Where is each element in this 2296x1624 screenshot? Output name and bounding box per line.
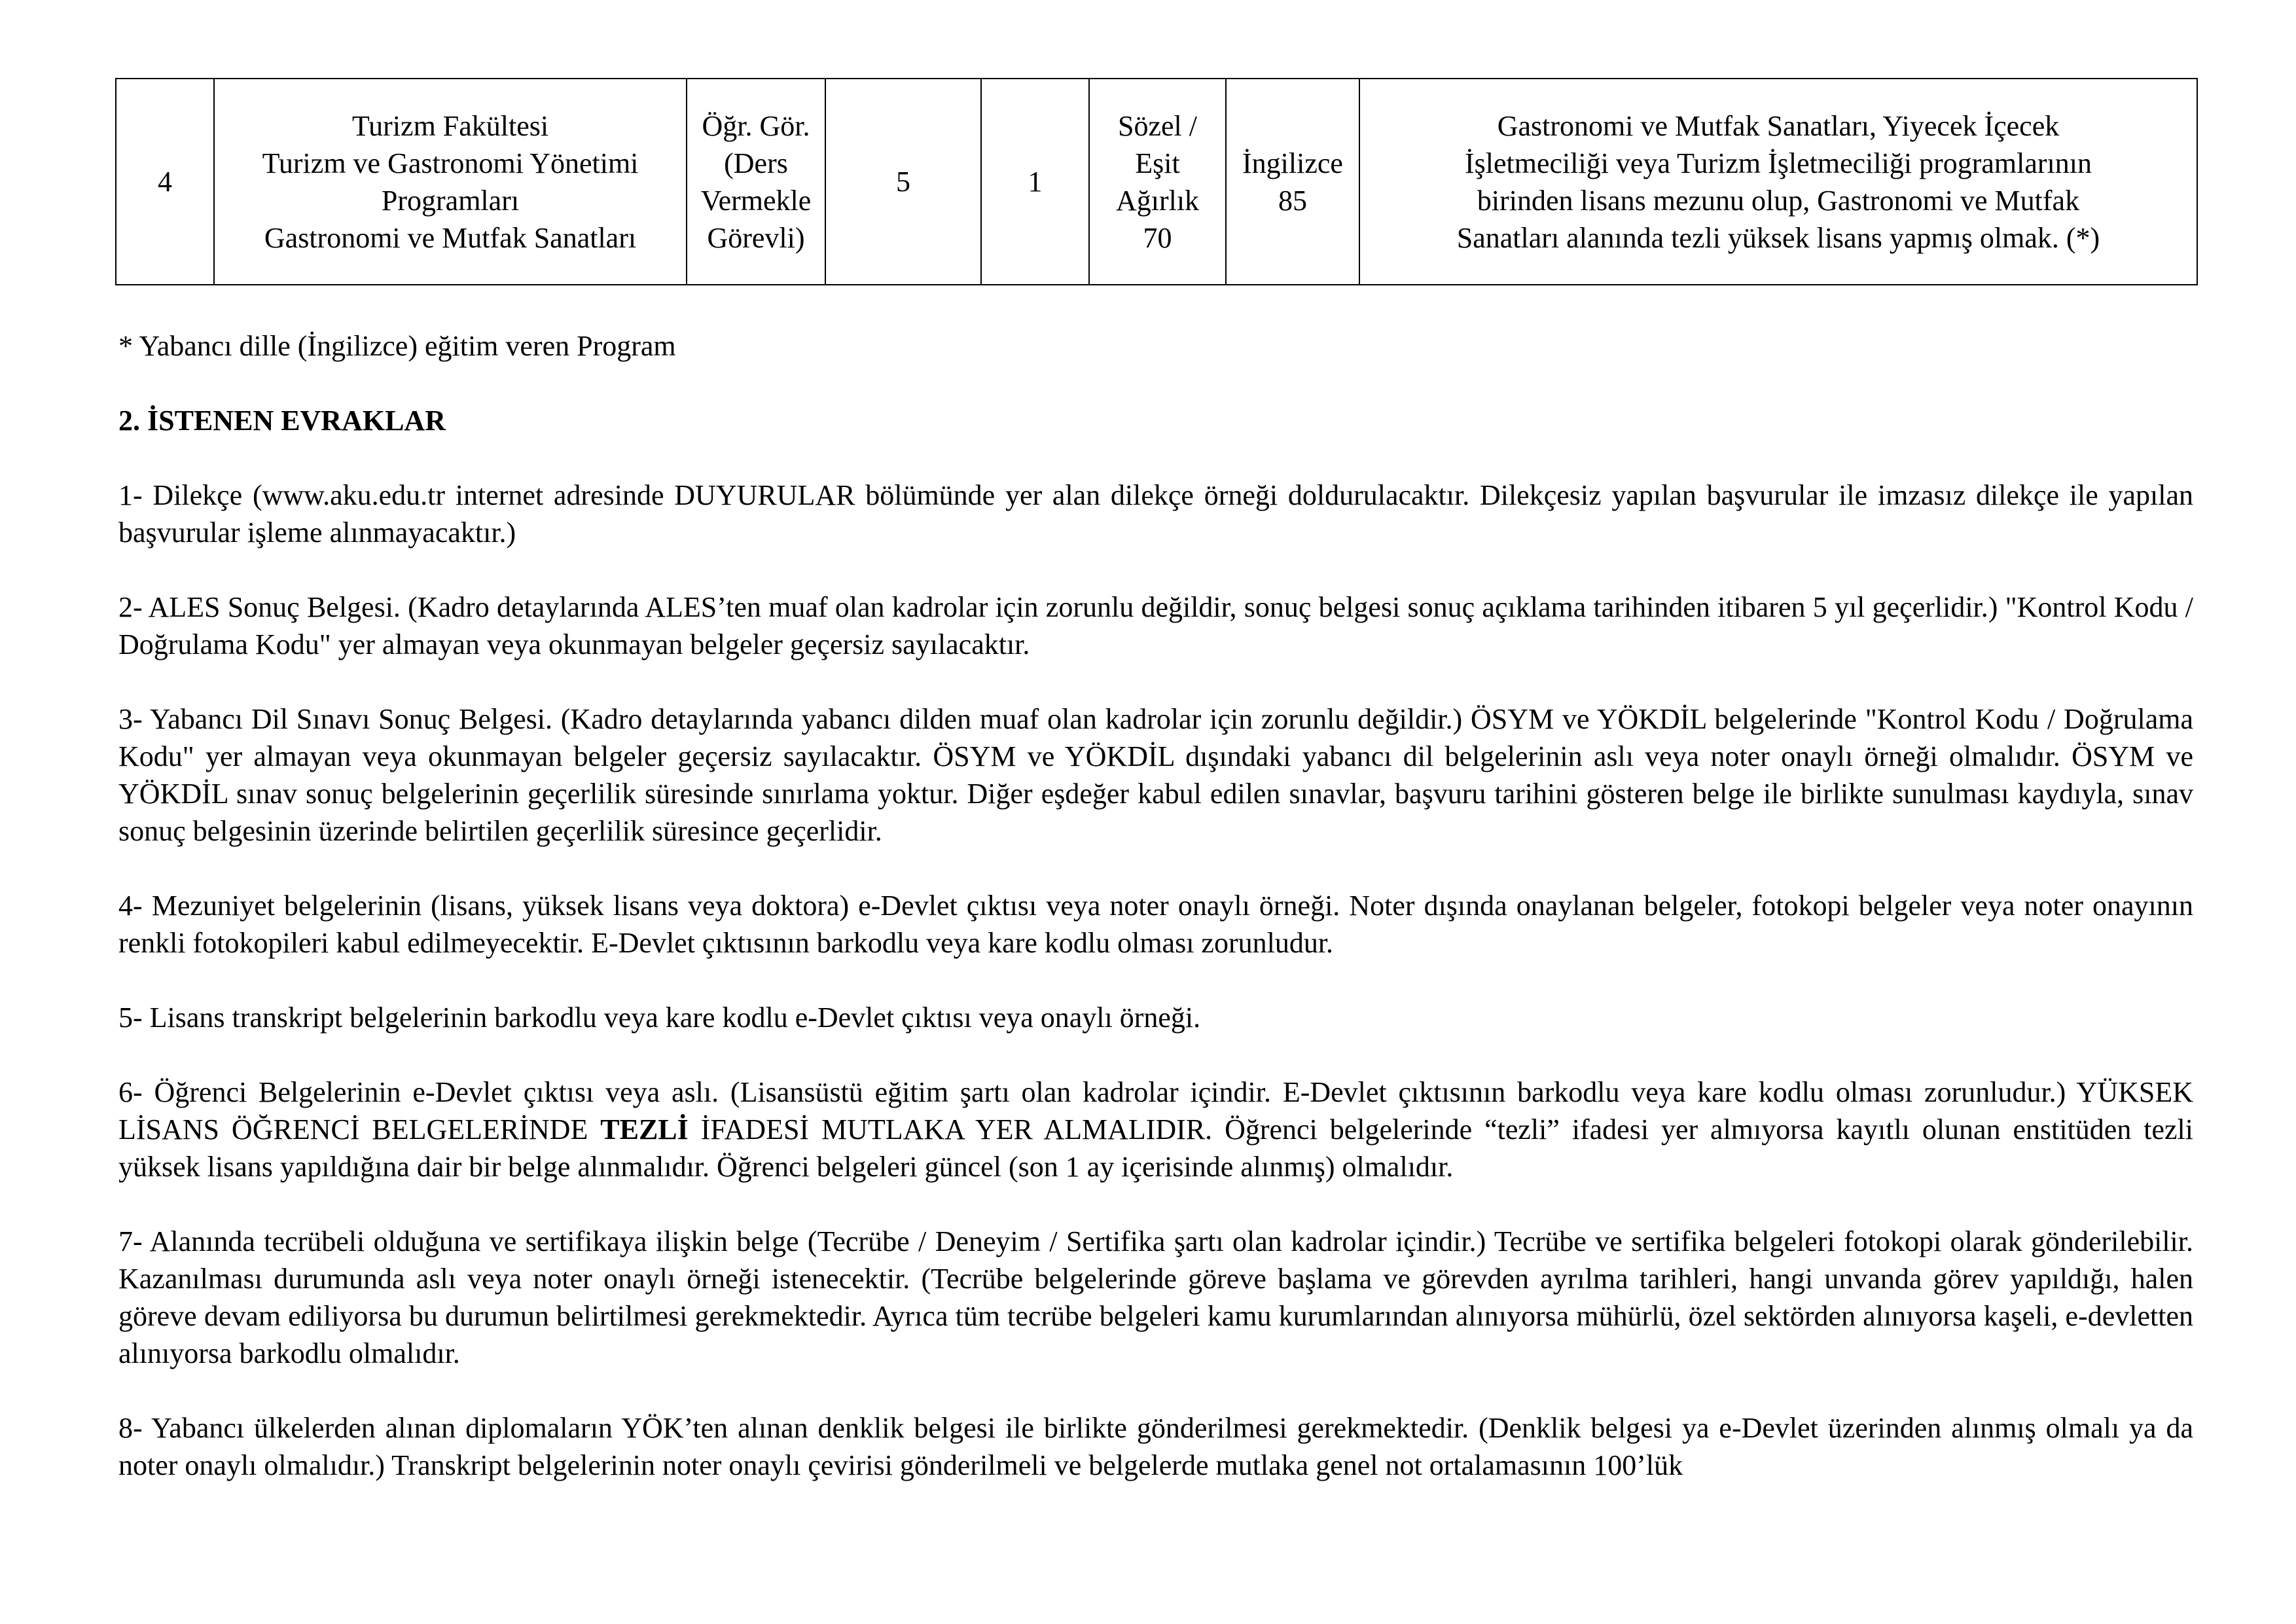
list-item: 3- Yabancı Dil Sınavı Sonuç Belgesi. (Kadro detaylarında yabancı dilden muaf olan kadrolar için zorunlu değildir.) ÖSYM ve YÖKDİL belgelerinde "Kontrol Kodu / Doğrulama Kodu" yer almayan veya okunmayan belgeler geçersiz sayılacaktır. ÖSYM ve YÖKDİL dışındaki yabancı dil belgelerinin aslı veya noter onaylı örneği olmalıdır. ÖSYM ve YÖKDİL sınav sonuç belgelerinin geçerlilik süresinde sınırlama yoktur. Diğer eşdeğer kabul edilen sınavlar, başvuru tarihini gösteren belge ile birlikte sunulması kaydıyla, sınav sonuç belgesinin üzerinde belirtilen geçerlilik süresince geçerlidir. bbox=[118, 703, 2193, 847]
cell-ales: Sözel / Eşit Ağırlık 70 bbox=[1089, 79, 1226, 285]
cell-title: Öğr. Gör. (Ders Vermekle Görevli) bbox=[687, 79, 825, 285]
cell-unit: Turizm Fakültesi Turizm ve Gastronomi Yönetimi Programları Gastronomi ve Mutfak Sanatları bbox=[214, 79, 687, 285]
list-item: 1- Dilekçe (www.aku.edu.tr internet adresinde DUYURULAR bölümünde yer alan dilekçe örneği doldurulacaktır. Dilekçesiz yapılan başvurular ile imzasız dilekçe ile yapılan başvurular işleme alınmayacaktır.) bbox=[118, 479, 2193, 549]
list-item bbox=[118, 1074, 2193, 1185]
cell-requirements: Gastronomi ve Mutfak Sanatları, Yiyecek İçecek İşletmeciliği veya Turizm İşletmeciliği programlarının birinden lisans mezunu olup, Gastronomi ve Mutfak Sanatları alanında tezli yüksek lisans yapmış olmak. (*) bbox=[1359, 79, 2197, 285]
list-item: 4- Mezuniyet belgelerinin (lisans, yüksek lisans veya doktora) e-Devlet çıktısı veya noter onaylı örneği. Noter dışında onaylanan belgeler, fotokopi belgeler veya noter onayının renkli fotokopileri kabul edilmeyecektir. E-Devlet çıktısının barkodlu veya kare kodlu olması zorunludur. bbox=[118, 890, 2193, 959]
cell-no: 4 bbox=[116, 79, 214, 285]
list-item: 5- Lisans transkript belgelerinin barkodlu veya kare kodlu e-Devlet çıktısı veya onaylı örneği. bbox=[118, 1001, 1201, 1034]
list-item: 7- Alanında tecrübeli olduğuna ve sertifikaya ilişkin belge (Tecrübe / Deneyim / Sertifika şartı olan kadrolar içindir.) Tecrübe ve sertifika belgeleri fotokopi olarak gönderilebilir. Kazanılması durumunda aslı veya noter onaylı örneği istenecektir. (Tecrübe belgelerinde göreve başlama ve görevden ayrılma tarihleri, hangi unvanda görev yapıldığı, halen göreve devam ediliyorsa bu durumun belirtilmesi gerekmektedir. Ayrıca tüm tecrübe belgeleri kamu kurumlarından alınıyorsa mühürlü, özel sektörden alınıyorsa kaşeli, e-devletten alınıyorsa barkodlu olmalıdır. bbox=[118, 1225, 2193, 1369]
item6-text-rest: İFADESİ MUTLAKA YER ALMALIDIR. Öğrenci belgelerinde “tezli” ifadesi yer almıyorsa kayıtlı olunan enstitüden tezli yüksek lisans yapıldığına dair bir belge alınmalıdır. Öğrenci belgeleri güncel (son 1 ay içerisinde alınmış) olmalıdır. bbox=[118, 1113, 2193, 1183]
list-item: 8- Yabancı ülkelerden alınan diplomaların YÖK’ten alınan denklik belgesi ile birlikte gönderilmesi gerekmektedir. (Denklik belgesi ya e-Devlet üzerinden alınmış olmalı ya da noter onaylı olmalıdır.) Transkript belgelerinin noter onaylı çevirisi gönderilmeli ve belgelerde mutlaka genel not ortalamasının 100’lük bbox=[118, 1412, 2193, 1481]
cell-degree: 5 bbox=[825, 79, 981, 285]
item6-text: 6- Öğrenci Belgelerinin e-Devlet çıktısı veya aslı. (Lisansüstü eğitim şartı olan kadrolar içindir. E-Devlet çıktısının barkodlu veya kare kodlu olması zorunludur.) YÜKSEK LİSANS ÖĞRENCİ BELGELERİNDE bbox=[118, 1076, 2193, 1146]
list-item: 2- ALES Sonuç Belgesi. (Kadro detaylarında ALES’ten muaf olan kadrolar için zorunlu değildir, sonuç belgesi sonuç açıklama tarihinden itibaren 5 yıl geçerlidir.) "Kontrol Kodu / Doğrulama Kodu" yer almayan veya okunmayan belgeler geçersiz sayılacaktır. bbox=[118, 591, 2193, 660]
vacancy-table bbox=[115, 78, 2198, 285]
required-documents-list bbox=[118, 477, 2193, 1521]
table-row bbox=[116, 79, 2197, 285]
foreign-language-note: * Yabancı dille (İngilizce) eğitim veren Program bbox=[118, 330, 676, 362]
item6-bold-text: TEZLİ bbox=[600, 1113, 689, 1146]
section-title: 2. İSTENEN EVRAKLAR bbox=[118, 405, 446, 437]
cell-count: 1 bbox=[981, 79, 1089, 285]
cell-language: İngilizce 85 bbox=[1226, 79, 1359, 285]
